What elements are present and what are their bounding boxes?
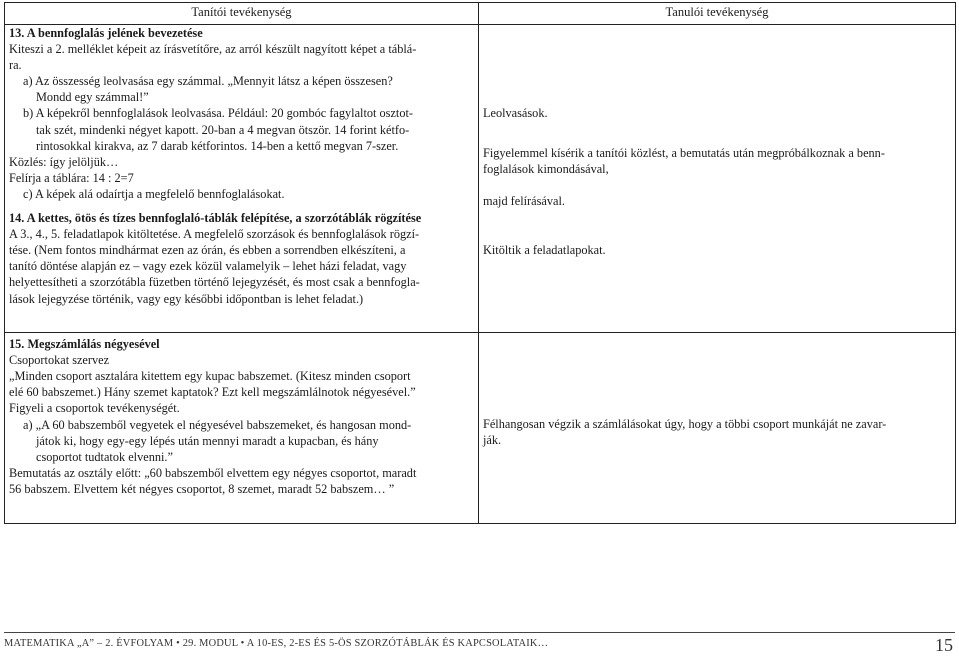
text-line: 56 babszem. Elvettem két négyes csoportot, 8 szemet, maradt 52 babszem… ” <box>9 481 395 496</box>
text-line: Figyelemmel kísérik a tanítói közlést, a bemutatás után megpróbálkoznak a benn- <box>483 146 885 161</box>
text-line: játok ki, hogy egy-egy lépés után mennyi maradt a kupacban, és hány <box>36 433 379 448</box>
text-line: Felírja a táblára: 14 : 2=7 <box>9 170 134 185</box>
text-line: Leolvasások. <box>483 106 548 120</box>
text-line: Közlés: így jelöljük… <box>9 154 119 169</box>
text-line: foglalások kimondásával, <box>483 162 609 177</box>
text-line: csoportot tudtatok elvenni.” <box>36 449 173 464</box>
text-line: lások lejegyzése történik, vagy egy későbbi időpontban is lehet feladat.) <box>9 291 364 306</box>
section-13-row <box>5 25 956 211</box>
text-line: Félhangosan végzik a számlálásokat úgy, hogy a többi csoport munkáját ne zavar- <box>483 417 887 432</box>
section-15-row <box>5 333 956 524</box>
text-line: tak szét, mindenki négyet kapott. 20-ban a 4 megvan ötször. 14 forint kétfo- <box>36 122 410 137</box>
text-line: c) A képek alá odaírtja a megfelelő bennfoglalásokat. <box>23 186 285 201</box>
text-line: ra. <box>9 58 22 73</box>
text-line: majd felírásával. <box>483 194 565 209</box>
text-line: Csoportokat szervez <box>9 353 110 368</box>
text-line: Kiteszi a 2. melléklet képeit az írásvetítőre, az arról készült nagyított képet a táblá- <box>9 42 417 57</box>
text-line: Figyeli a csoportok tevékenységét. <box>9 401 180 416</box>
section-13-title: 13. A bennfoglalás jelének bevezetése <box>9 26 203 40</box>
footer-divider <box>4 632 955 633</box>
section-13-teacher-cell <box>5 25 479 211</box>
section-14-student-cell <box>479 210 956 333</box>
text-line: rintosokkal kirakva, az 7 darab kétforintos. 14-ben a kettő megvan 7-szer. <box>36 138 399 153</box>
text-line: a) Az összesség leolvasása egy számmal. „Mennyit látsz a képen összesen? <box>23 74 393 89</box>
text-line: Bemutatás az osztály előtt: „60 babszemből elvettem egy négyes csoportot, maradt <box>9 465 417 480</box>
text-line: A 3., 4., 5. feladatlapok kitöltetése. A megfelelő szorzások és bennfoglalások rögzí- <box>9 227 420 242</box>
table-header-row <box>5 3 956 25</box>
section-14-teacher-cell <box>5 210 479 333</box>
text-line: ják. <box>483 433 502 448</box>
text-line: b) A képekről bennfoglalások leolvasása. Például: 20 gombóc fagylaltot osztot- <box>23 106 413 121</box>
section-14-title: 14. A kettes, ötös és tízes bennfoglaló-táblák felépítése, a szorzótáblák rögzítése <box>9 211 422 226</box>
section-15-teacher-cell <box>5 333 479 524</box>
text-line: elé 60 babszemet.) Hány szemet kaptatok? Ezt kell megszámlálnotok négyesével.” <box>9 385 416 400</box>
teacher-activity-header: Tanítói tevékenység <box>5 3 479 25</box>
text-line: a) „A 60 babszemből vegyetek el négyesével babszemeket, és hangosan mond- <box>23 417 412 432</box>
section-14-row <box>5 210 956 333</box>
text-line: Kitöltik a feladatlapokat. <box>483 243 606 258</box>
page-footer: MATEMATIKA „A” – 2. ÉVFOLYAM • 29. MODUL • A 10-ES, 2-ES ÉS 5-ÖS SZORZÓTÁBLÁK ÉS KAPCSOLATAIK… <box>4 638 549 649</box>
section-15-title: 15. Megszámlálás négyesével <box>9 337 160 352</box>
text-line: „Minden csoport asztalára kitettem egy kupac babszemet. (Kitesz minden csoport <box>9 369 411 384</box>
text-line: Mondd egy számmal!” <box>36 90 149 105</box>
text-line: helyettesítheti a szorzótábla füzetben történő lejegyzését, és most csak a bennfogla- <box>9 275 420 290</box>
page-number: 15 <box>935 635 953 655</box>
text-line: tése. (Nem fontos mindhármat ezen az órán, és ebben a sorrendben elkészíteni, a <box>9 243 406 258</box>
lesson-plan-table <box>4 2 956 524</box>
section-15-student-cell <box>479 333 956 524</box>
section-13-student-cell <box>479 25 956 211</box>
student-activity-header: Tanulói tevékenység <box>479 3 956 25</box>
text-line: tanító döntése alapján ez – vagy ezek közül valamelyik – lehet házi feladat, vagy <box>9 259 407 274</box>
